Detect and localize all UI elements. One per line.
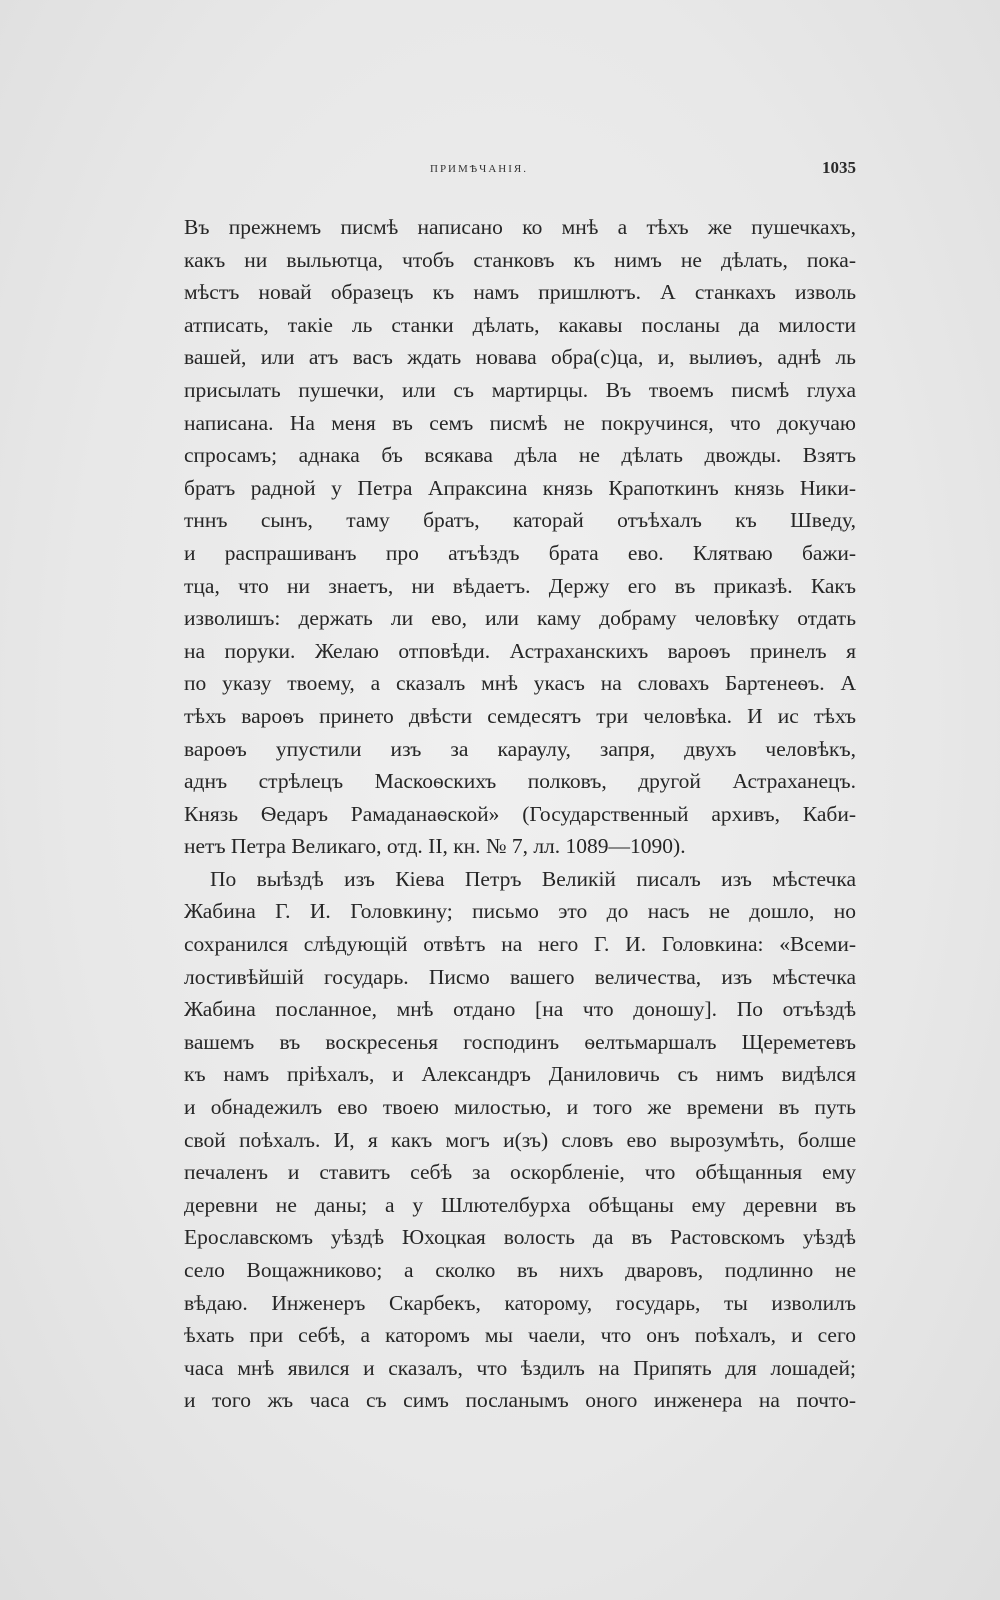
text-line: сохранился слѣдующій отвѣтъ на него Г. И. Головкина: «Всеми- <box>184 932 856 957</box>
text-line: написана. На меня въ семъ писмѣ не покручинся, что докучаю <box>184 410 856 435</box>
text-line: Ерославскомъ уѣздѣ Юхоцкая волость да въ Растовскомъ уѣздѣ <box>184 1225 856 1250</box>
text-line: нетъ Петра Великаго, отд. II, кн. № 7, лл. 1089—1090). <box>184 834 686 859</box>
text-line: присылать пушечки, или съ мартирцы. Въ твоемъ писмѣ глуха <box>184 377 856 402</box>
text-line: Въ прежнемъ писмѣ написано ко мнѣ а тѣхъ же пушечкахъ, <box>184 215 856 239</box>
text-line: село Вощажниково; а сколко въ нихъ дваровъ, подлинно не <box>184 1258 856 1282</box>
text-line: вѣдаю. Инженеръ Скарбекъ, каторому, государь, ты изволилъ <box>184 1290 856 1315</box>
text-line: часа мнѣ явился и сказалъ, что ѣздилъ на Припять для лошадей; <box>184 1355 856 1380</box>
running-head: ПРИМѢЧАНІЯ. <box>430 163 528 175</box>
text-line: лостивѣйшій государь. Писмо вашего величества, изъ мѣстечка <box>184 964 856 989</box>
page-number: 1035 <box>822 158 856 177</box>
text-line: Жабина посланное, мнѣ отдано [на что доношу]. По отъѣздѣ <box>184 997 856 1022</box>
text-line: и того жъ часа съ симъ посланымъ оного инженера на почто- <box>184 1388 856 1413</box>
text-line: тѣхъ вароѳъ принето двѣсти семдесятъ три человѣка. И ис тѣхъ <box>184 703 856 728</box>
text-line: вароѳъ упустили изъ за караулу, запря, двухъ человѣкъ, <box>184 736 856 761</box>
text-line: тца, что ни знаетъ, ни вѣдаетъ. Держу его въ приказѣ. Какъ <box>184 573 856 598</box>
text-line: атписать, такіе ль станки дѣлать, какавы посланы да милости <box>184 312 856 337</box>
text-line: по указу твоему, а сказалъ мнѣ укасъ на словахъ Бартенеѳъ. А <box>184 671 856 696</box>
text-line: мѣстъ новай образецъ къ намъ пришлютъ. А станкахъ изволь <box>184 280 856 305</box>
text-line: изволишъ: держать ли ево, или каму добраму человѣку отдать <box>184 606 856 631</box>
text-line: какъ ни выльютца, чтобъ станковъ къ нимъ не дѣлать, пока- <box>184 247 856 272</box>
body-text <box>184 211 856 1417</box>
text-line: аднъ стрѣлецъ Маскоѳскихъ полковъ, другой Астраханецъ. <box>184 769 856 794</box>
text-line: тннъ сынъ, таму братъ, каторай отъѣхалъ къ Шведу, <box>184 508 856 533</box>
text-line: свой поѣхалъ. И, я какъ могъ и(зъ) словъ ево вырозумѣть, болше <box>184 1127 856 1152</box>
text-line: и распрашиванъ про атъѣздъ брата ево. Клятваю бажи- <box>184 540 856 565</box>
text-line: и обнадежилъ ево твоею милостью, и того же времени въ путь <box>184 1095 856 1120</box>
text-line: спросамъ; аднака бъ всякава дѣла не дѣлать двожды. Взятъ <box>184 443 856 468</box>
text-line: къ намъ пріѣхалъ, и Александръ Даниловичь съ нимъ видѣлся <box>184 1062 856 1087</box>
text-line: вашей, или атъ васъ ждать новава обра(с)ца, и, вылиѳъ, аднѣ ль <box>184 345 856 370</box>
text-line: деревни не даны; а у Шлютелбурха обѣщаны ему деревни въ <box>184 1192 856 1217</box>
text-line: Жабина Г. И. Головкину; письмо это до насъ не дошло, но <box>184 899 856 924</box>
text-line: вашемъ въ воскресенья господинъ ѳелтьмаршалъ Щереметевъ <box>184 1029 856 1054</box>
text-line: печаленъ и ставитъ себѣ за оскорбленіе, что обѣщанныя ему <box>184 1160 856 1185</box>
text-line: ѣхать при себѣ, а каторомъ мы чаели, что онъ поѣхалъ, и сего <box>184 1323 856 1348</box>
text-line: Князь Ѳедаръ Рамаданаѳской» (Государственный архивъ, Каби- <box>184 801 856 826</box>
text-line: братъ радной у Петра Апраксина князь Крапоткинъ князь Ники- <box>184 475 856 500</box>
text-line: По выѣздѣ изъ Кіева Петръ Великій писалъ изъ мѣстечка <box>210 866 856 891</box>
page-header <box>184 158 856 185</box>
text-line: на поруки. Желаю отповѣди. Астраханскихъ вароѳъ принелъ я <box>184 638 856 663</box>
